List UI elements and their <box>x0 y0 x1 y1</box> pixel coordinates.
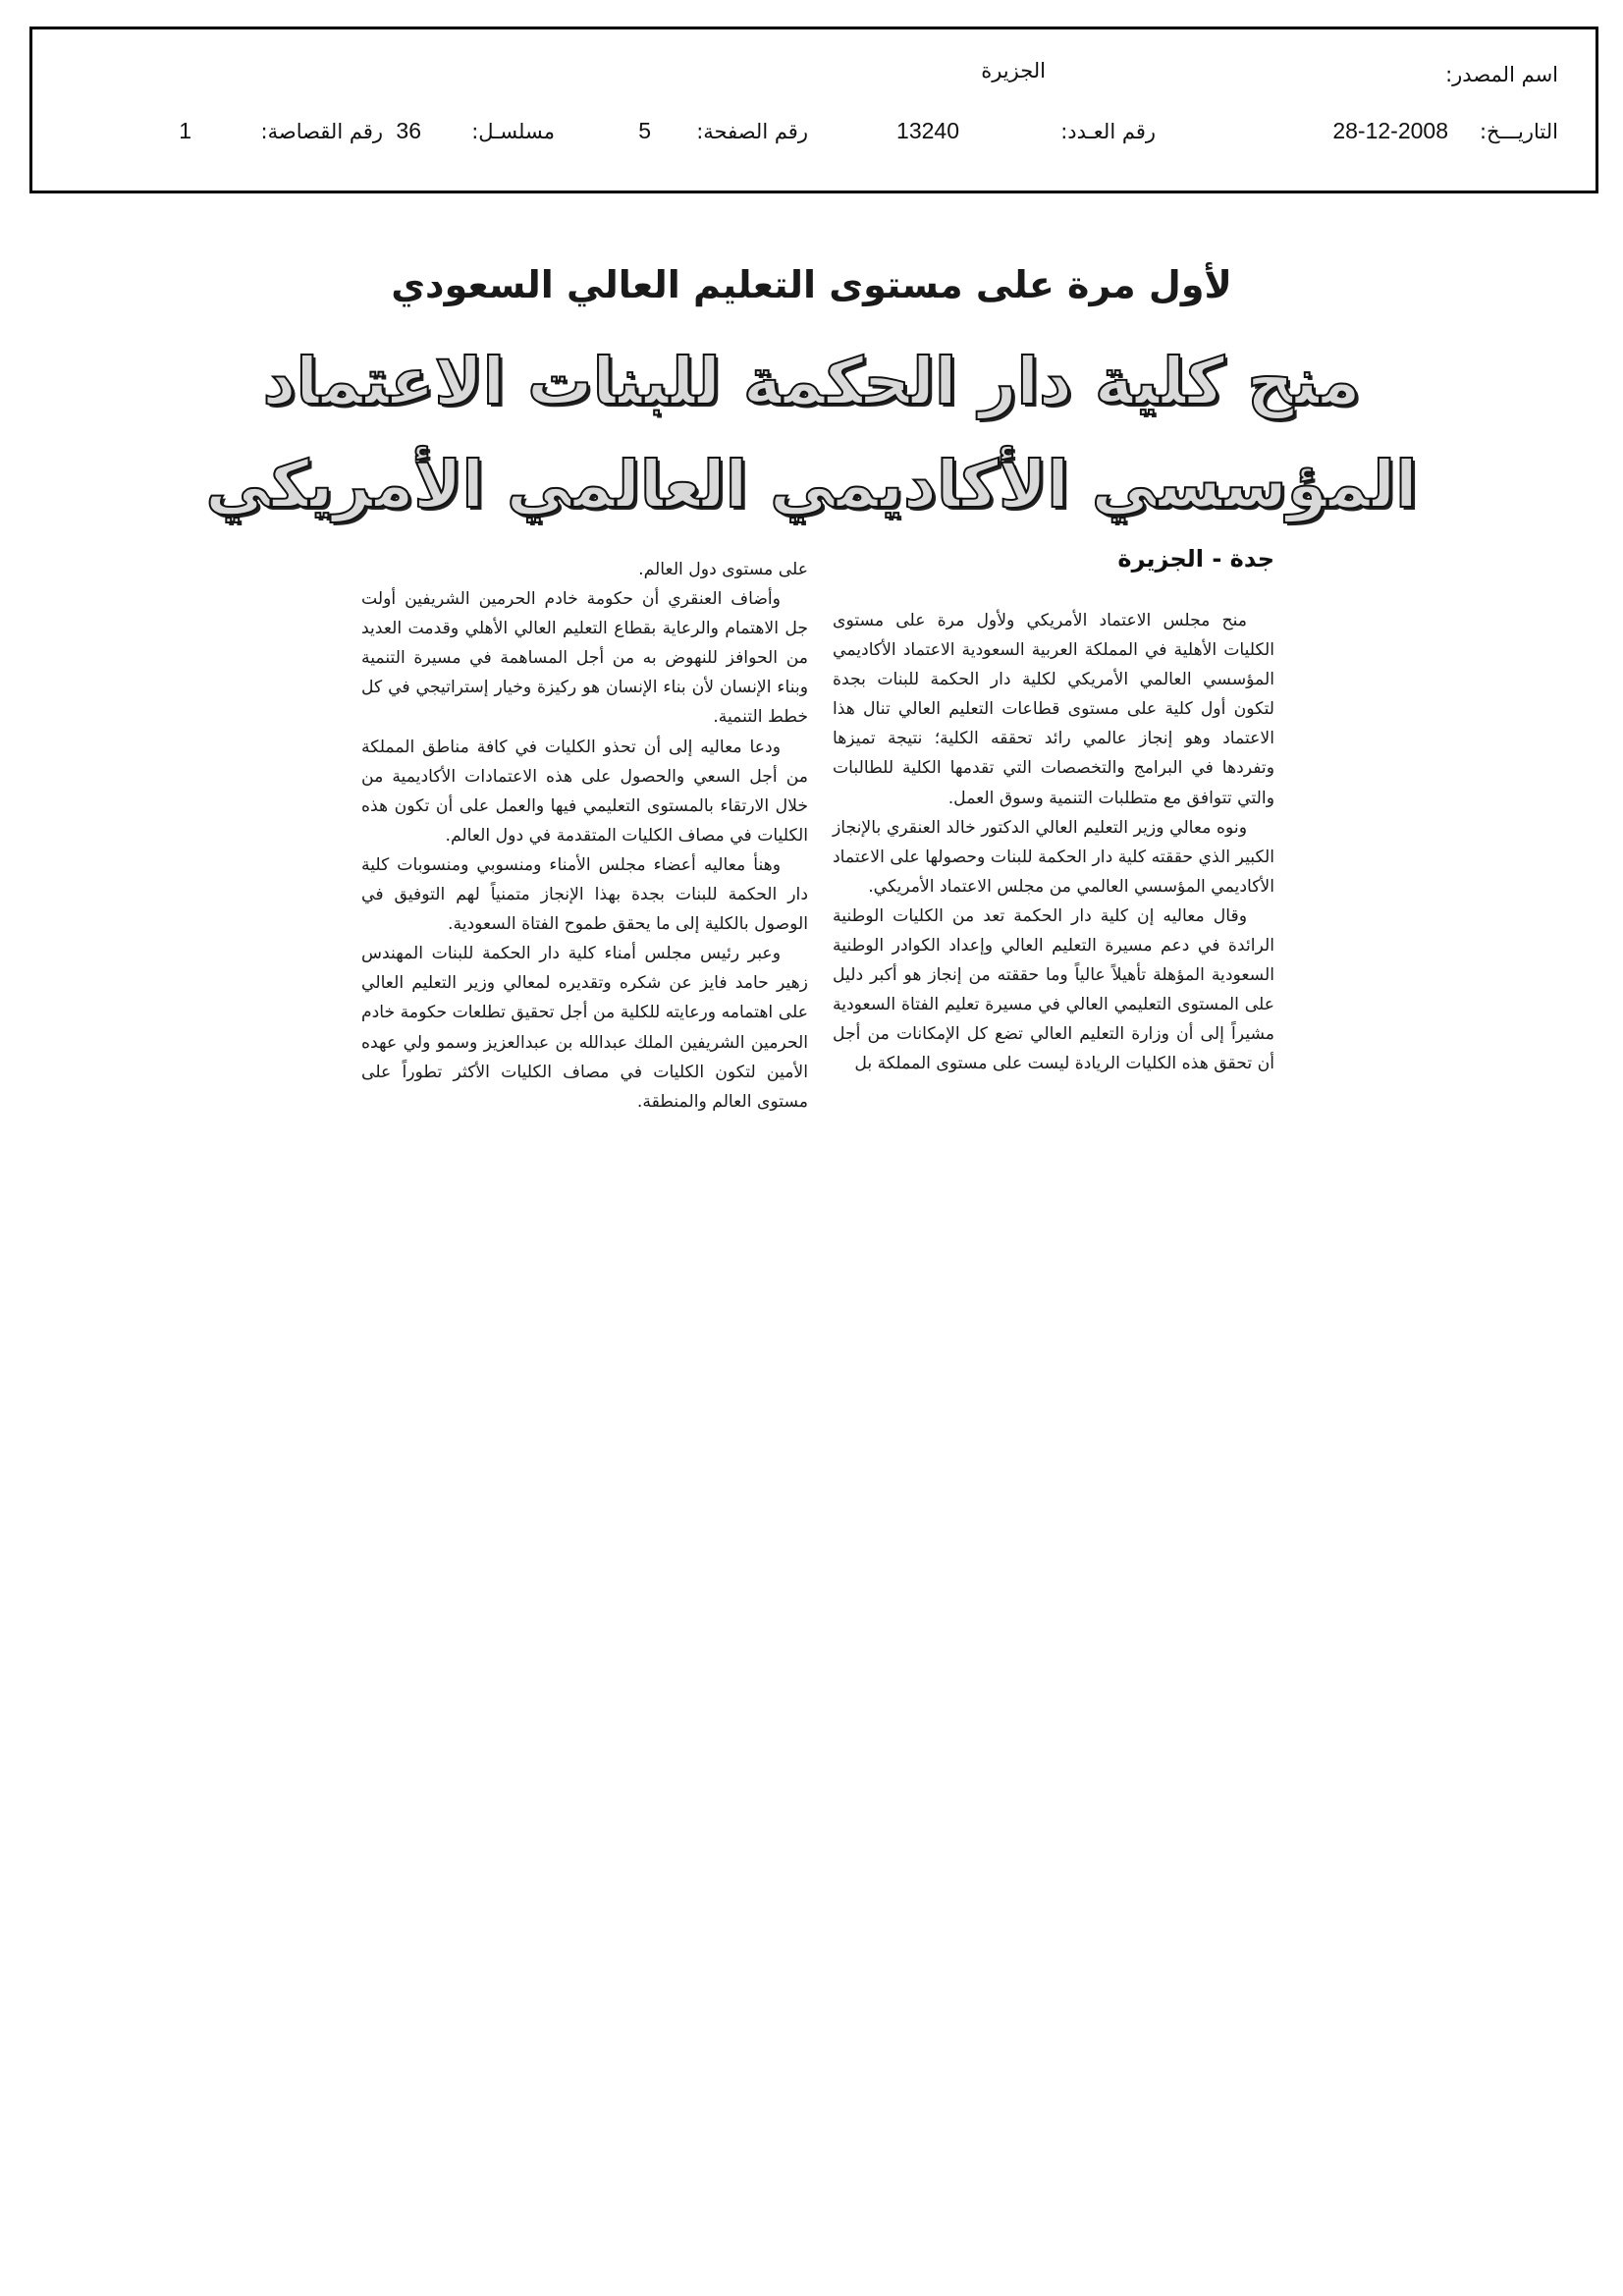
source-value: الجزيرة <box>981 59 1046 82</box>
clipping-label: رقم القصاصة: <box>260 120 383 143</box>
page-label: رقم الصفحة: <box>696 120 808 143</box>
article-column-2 <box>361 555 808 1117</box>
source-label: اسم المصدر: <box>1445 63 1558 86</box>
article-paragraph: منح مجلس الاعتماد الأمريكي ولأول مرة على مستوى الكليات الأهلية في المملكة العربية السعودية الاعتماد الأكاديمي المؤسسي العالمي الأمريكي لكلية دار الحكمة للبنات بجدة لتكون أول كلية على مستوى قطاعات التعليم العالي تنال هذا الاعتماد وهو إنجاز عالمي رائد تحققه الكلية؛ نتيجة تميزها وتفردها في البرامج والتخصصات التي تقدمها الكلية للطالبات والتي تتوافق مع متطلبات التنمية وسوق العمل. <box>833 611 1274 808</box>
date-value: 28-12-2008 <box>1332 118 1448 143</box>
issue-label: رقم العـدد: <box>1060 120 1156 143</box>
serial-value: 36 <box>396 118 421 143</box>
article-column-1 <box>833 606 1274 1079</box>
clipping-value: 1 <box>179 118 191 143</box>
article-paragraph: على مستوى دول العالم. <box>638 560 808 579</box>
article-paragraph: ودعا معاليه إلى أن تحذو الكليات في كافة مناطق المملكة من أجل السعي والحصول على هذه الاعتمادات الأكاديمية من خلال الارتقاء بالمستوى التعليمي فيها والعمل على أن تكون هذه الكليات في مصاف الكليات المتقدمة في دول العالم. <box>361 737 808 846</box>
article-headline-line-1: منح كلية دار الحكمة للبنات الاعتماد <box>262 344 1361 419</box>
article-kicker: لأول مرة على مستوى التعليم العالي السعودي <box>391 263 1232 306</box>
article-paragraph: وهنأ معاليه أعضاء مجلس الأمناء ومنسوبي ومنسوبات كلية دار الحكمة للبنات بجدة بهذا الإنجاز متمنياً لهم التوفيق في الوصول بالكلية إلى ما يحقق طموح الفتاة السعودية. <box>361 854 808 935</box>
article-paragraph: وقال معاليه إن كلية دار الحكمة تعد من الكليات الوطنية الرائدة في دعم مسيرة التعليم العالي وإعداد الكوادر الوطنية السعودية المؤهلة تأهيلاً عالياً وما حققته من إنجاز هو أكبر دليل على المستوى التعليمي العالي في مسيرة تعليم الفتاة السعودية مشيراً إلى أن وزارة التعليم العالي تضع كل الإمكانات من أجل أن تحقق هذه الكليات الريادة ليست على مستوى المملكة بل <box>833 905 1274 1074</box>
article-paragraph: وعبر رئيس مجلس أمناء كلية دار الحكمة للبنات المهندس زهير حامد فايز عن شكره وتقديره لمعالي وزير التعليم العالي على اهتمامه ورعايته للكلية من أجل تحقيق تطلعات حكومة خادم الحرمين الشريفين الملك عبدالله بن عبدالعزيز وسمو ولي عهده الأمين لتكون الكليات في مصاف الكليات الأكثر تطوراً على مستوى العالم والمنطقة. <box>361 944 808 1112</box>
article-headline-line-2: المؤسسي الأكاديمي العالمي الأمريكي <box>205 447 1418 522</box>
clipping-header-box <box>29 27 1598 193</box>
page-value: 5 <box>638 118 651 143</box>
article-paragraph: ونوه معالي وزير التعليم العالي الدكتور خالد العنقري بالإنجاز الكبير الذي حققته كلية دار الحكمة للبنات وحصولها على الاعتماد الأكاديمي المؤسسي العالمي من مجلس الاعتماد الأمريكي. <box>833 817 1274 897</box>
article-dateline: جدة - الجزيرة <box>1117 545 1274 573</box>
issue-value: 13240 <box>896 118 959 143</box>
serial-label: مسلسـل: <box>471 120 555 143</box>
article-paragraph: وأضاف العنقري أن حكومة خادم الحرمين الشريفين أولت جل الاهتمام والرعاية بقطاع التعليم العالي الأهلي وقدمت العديد من الحوافز للنهوض به من أجل المساهمة في مسيرة التنمية وبناء الإنسان لأن بناء الإنسان هو ركيزة وخيار إستراتيجي في كل خطط التنمية. <box>361 589 808 728</box>
date-label: التاريـــخ: <box>1479 120 1558 143</box>
